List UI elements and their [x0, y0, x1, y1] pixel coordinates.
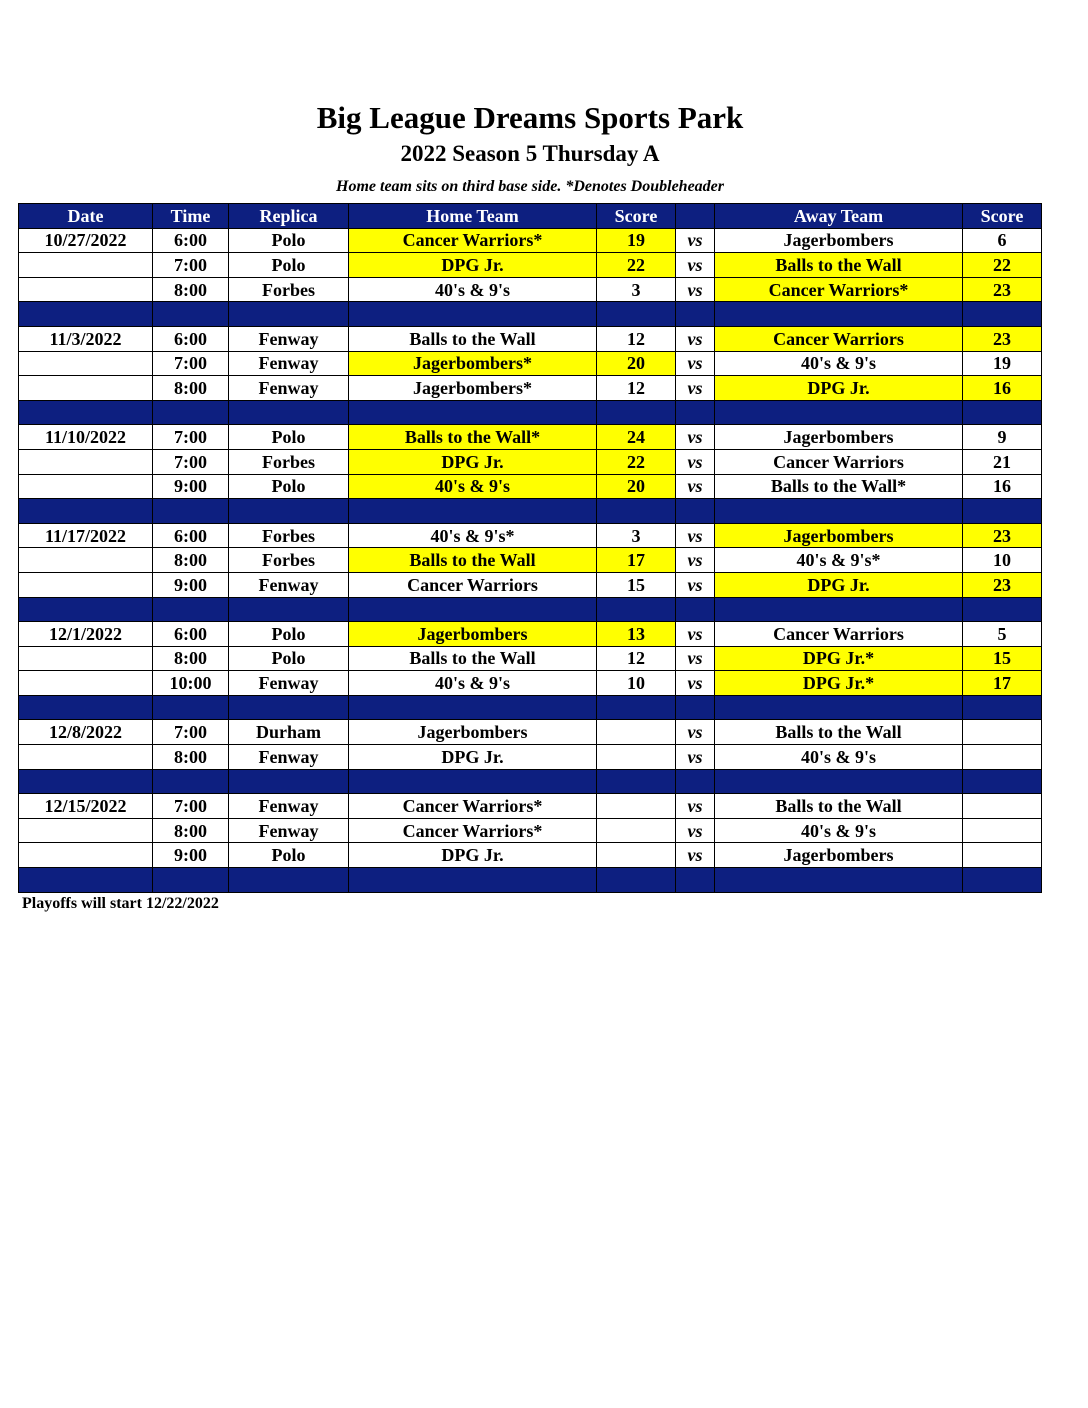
- separator-cell: [963, 868, 1042, 893]
- field-name: Polo: [229, 425, 349, 450]
- separator-cell: [715, 868, 963, 893]
- header-home-score: Score: [597, 204, 676, 229]
- separator-cell: [229, 302, 349, 327]
- away-score: [963, 745, 1042, 770]
- game-date: [19, 253, 153, 278]
- vs-label: vs: [676, 253, 715, 278]
- vs-label: vs: [676, 376, 715, 401]
- separator-cell: [349, 302, 597, 327]
- game-time: 7:00: [153, 253, 229, 278]
- game-time: 8:00: [153, 376, 229, 401]
- field-name: Fenway: [229, 351, 349, 376]
- separator-cell: [229, 499, 349, 524]
- game-date: [19, 548, 153, 573]
- home-team: Jagerbombers*: [349, 376, 597, 401]
- home-score: 15: [597, 572, 676, 597]
- separator-cell: [19, 695, 153, 720]
- header-away-team: Away Team: [715, 204, 963, 229]
- field-name: Fenway: [229, 794, 349, 819]
- game-time: 7:00: [153, 720, 229, 745]
- separator-cell: [19, 597, 153, 622]
- field-name: Durham: [229, 720, 349, 745]
- game-date: 12/1/2022: [19, 622, 153, 647]
- game-time: 6:00: [153, 622, 229, 647]
- away-team: Balls to the Wall: [715, 253, 963, 278]
- field-name: Fenway: [229, 326, 349, 351]
- away-score: [963, 720, 1042, 745]
- vs-label: vs: [676, 548, 715, 573]
- separator-cell: [19, 868, 153, 893]
- away-team: DPG Jr.: [715, 572, 963, 597]
- home-team: Cancer Warriors: [349, 572, 597, 597]
- vs-label: vs: [676, 572, 715, 597]
- away-score: 19: [963, 351, 1042, 376]
- away-team: DPG Jr.*: [715, 671, 963, 696]
- separator-cell: [963, 695, 1042, 720]
- separator-cell: [349, 769, 597, 794]
- field-name: Forbes: [229, 277, 349, 302]
- game-date: [19, 671, 153, 696]
- away-team: Cancer Warriors: [715, 449, 963, 474]
- separator-row: [19, 302, 1042, 327]
- table-row: [19, 622, 1042, 647]
- game-time: 6:00: [153, 228, 229, 253]
- away-score: 17: [963, 671, 1042, 696]
- vs-label: vs: [676, 523, 715, 548]
- separator-cell: [19, 499, 153, 524]
- field-name: Fenway: [229, 671, 349, 696]
- away-team: Balls to the Wall*: [715, 474, 963, 499]
- away-team: Cancer Warriors: [715, 326, 963, 351]
- game-time: 9:00: [153, 843, 229, 868]
- field-name: Fenway: [229, 376, 349, 401]
- game-date: [19, 745, 153, 770]
- away-score: 16: [963, 376, 1042, 401]
- game-time: 7:00: [153, 351, 229, 376]
- header-away-score: Score: [963, 204, 1042, 229]
- away-score: 9: [963, 425, 1042, 450]
- separator-cell: [676, 597, 715, 622]
- schedule-note: Home team sits on third base side. *Denotes Doubleheader: [336, 178, 724, 195]
- vs-label: vs: [676, 449, 715, 474]
- separator-cell: [597, 302, 676, 327]
- home-score: 10: [597, 671, 676, 696]
- vs-label: vs: [676, 794, 715, 819]
- game-date: [19, 843, 153, 868]
- separator-row: [19, 400, 1042, 425]
- away-score: 23: [963, 277, 1042, 302]
- separator-cell: [715, 302, 963, 327]
- away-team: Jagerbombers: [715, 843, 963, 868]
- home-team: Jagerbombers: [349, 622, 597, 647]
- game-time: 8:00: [153, 745, 229, 770]
- home-team: Cancer Warriors*: [349, 818, 597, 843]
- vs-label: vs: [676, 843, 715, 868]
- away-score: 10: [963, 548, 1042, 573]
- separator-cell: [676, 400, 715, 425]
- away-team: Jagerbombers: [715, 425, 963, 450]
- table-row: [19, 548, 1042, 573]
- table-row: [19, 572, 1042, 597]
- table-row: [19, 376, 1042, 401]
- game-date: [19, 646, 153, 671]
- field-name: Fenway: [229, 572, 349, 597]
- separator-cell: [229, 868, 349, 893]
- game-date: [19, 474, 153, 499]
- header-date: Date: [19, 204, 153, 229]
- away-score: [963, 843, 1042, 868]
- home-score: 22: [597, 253, 676, 278]
- separator-cell: [597, 499, 676, 524]
- separator-cell: [19, 769, 153, 794]
- separator-row: [19, 769, 1042, 794]
- home-team: Jagerbombers*: [349, 351, 597, 376]
- away-team: Cancer Warriors*: [715, 277, 963, 302]
- game-date: [19, 818, 153, 843]
- home-score: [597, 843, 676, 868]
- field-name: Forbes: [229, 548, 349, 573]
- separator-cell: [715, 769, 963, 794]
- vs-label: vs: [676, 326, 715, 351]
- home-team: Cancer Warriors*: [349, 794, 597, 819]
- home-score: 22: [597, 449, 676, 474]
- game-date: 12/15/2022: [19, 794, 153, 819]
- home-team: 40's & 9's*: [349, 523, 597, 548]
- game-time: 9:00: [153, 474, 229, 499]
- separator-row: [19, 695, 1042, 720]
- game-date: 12/8/2022: [19, 720, 153, 745]
- home-score: 13: [597, 622, 676, 647]
- table-row: [19, 745, 1042, 770]
- home-score: 17: [597, 548, 676, 573]
- table-row: [19, 228, 1042, 253]
- game-date: [19, 277, 153, 302]
- home-score: [597, 794, 676, 819]
- home-score: 20: [597, 351, 676, 376]
- separator-cell: [963, 499, 1042, 524]
- away-score: 21: [963, 449, 1042, 474]
- separator-cell: [963, 302, 1042, 327]
- table-row: [19, 253, 1042, 278]
- vs-label: vs: [676, 646, 715, 671]
- field-name: Polo: [229, 622, 349, 647]
- home-team: 40's & 9's: [349, 277, 597, 302]
- playoffs-note: Playoffs will start 12/22/2022: [22, 895, 219, 912]
- home-team: Cancer Warriors*: [349, 228, 597, 253]
- home-score: [597, 745, 676, 770]
- away-score: 5: [963, 622, 1042, 647]
- separator-row: [19, 868, 1042, 893]
- home-team: Balls to the Wall*: [349, 425, 597, 450]
- separator-cell: [153, 400, 229, 425]
- away-team: 40's & 9's: [715, 818, 963, 843]
- field-name: Forbes: [229, 449, 349, 474]
- separator-cell: [229, 695, 349, 720]
- home-team: Jagerbombers: [349, 720, 597, 745]
- game-time: 7:00: [153, 425, 229, 450]
- table-row: [19, 474, 1042, 499]
- table-row: [19, 720, 1042, 745]
- away-score: 16: [963, 474, 1042, 499]
- game-date: 11/17/2022: [19, 523, 153, 548]
- away-team: Cancer Warriors: [715, 622, 963, 647]
- vs-label: vs: [676, 425, 715, 450]
- home-score: 3: [597, 277, 676, 302]
- game-time: 6:00: [153, 523, 229, 548]
- vs-label: vs: [676, 474, 715, 499]
- away-score: [963, 794, 1042, 819]
- away-team: Jagerbombers: [715, 228, 963, 253]
- field-name: Polo: [229, 843, 349, 868]
- separator-cell: [597, 400, 676, 425]
- separator-cell: [153, 302, 229, 327]
- field-name: Polo: [229, 474, 349, 499]
- field-name: Forbes: [229, 523, 349, 548]
- away-score: 23: [963, 523, 1042, 548]
- game-time: 8:00: [153, 818, 229, 843]
- table-row: [19, 794, 1042, 819]
- away-team: Balls to the Wall: [715, 794, 963, 819]
- separator-cell: [349, 499, 597, 524]
- separator-cell: [349, 695, 597, 720]
- separator-cell: [597, 597, 676, 622]
- game-date: [19, 449, 153, 474]
- table-row: [19, 818, 1042, 843]
- game-time: 6:00: [153, 326, 229, 351]
- home-score: [597, 818, 676, 843]
- away-team: 40's & 9's: [715, 351, 963, 376]
- separator-cell: [715, 695, 963, 720]
- separator-cell: [229, 400, 349, 425]
- away-team: Jagerbombers: [715, 523, 963, 548]
- away-team: DPG Jr.: [715, 376, 963, 401]
- table-row: [19, 425, 1042, 450]
- separator-cell: [19, 302, 153, 327]
- game-time: 8:00: [153, 646, 229, 671]
- separator-cell: [229, 769, 349, 794]
- home-score: 3: [597, 523, 676, 548]
- header-row: [19, 204, 1042, 229]
- separator-cell: [153, 695, 229, 720]
- away-team: 40's & 9's: [715, 745, 963, 770]
- separator-cell: [676, 302, 715, 327]
- game-time: 8:00: [153, 548, 229, 573]
- away-score: 6: [963, 228, 1042, 253]
- home-team: DPG Jr.: [349, 745, 597, 770]
- vs-label: vs: [676, 745, 715, 770]
- home-team: DPG Jr.: [349, 843, 597, 868]
- game-time: 9:00: [153, 572, 229, 597]
- vs-label: vs: [676, 277, 715, 302]
- game-time: 10:00: [153, 671, 229, 696]
- header-home-team: Home Team: [349, 204, 597, 229]
- table-row: [19, 277, 1042, 302]
- home-team: 40's & 9's: [349, 474, 597, 499]
- home-score: 19: [597, 228, 676, 253]
- separator-cell: [676, 769, 715, 794]
- home-score: 12: [597, 326, 676, 351]
- separator-cell: [349, 597, 597, 622]
- home-team: DPG Jr.: [349, 253, 597, 278]
- table-row: [19, 449, 1042, 474]
- page-subtitle: 2022 Season 5 Thursday A: [400, 141, 660, 166]
- separator-cell: [153, 769, 229, 794]
- vs-label: vs: [676, 622, 715, 647]
- away-score: [963, 818, 1042, 843]
- schedule-body: [19, 228, 1042, 892]
- vs-label: vs: [676, 228, 715, 253]
- schedule-table: [18, 203, 1042, 893]
- separator-cell: [676, 695, 715, 720]
- separator-cell: [715, 400, 963, 425]
- table-row: [19, 326, 1042, 351]
- away-team: 40's & 9's*: [715, 548, 963, 573]
- game-date: 10/27/2022: [19, 228, 153, 253]
- table-row: [19, 843, 1042, 868]
- away-team: Balls to the Wall: [715, 720, 963, 745]
- home-team: Balls to the Wall: [349, 326, 597, 351]
- separator-cell: [676, 868, 715, 893]
- separator-cell: [963, 597, 1042, 622]
- home-team: Balls to the Wall: [349, 548, 597, 573]
- table-row: [19, 671, 1042, 696]
- separator-cell: [349, 400, 597, 425]
- field-name: Polo: [229, 228, 349, 253]
- separator-cell: [349, 868, 597, 893]
- separator-cell: [153, 499, 229, 524]
- separator-cell: [715, 499, 963, 524]
- home-team: DPG Jr.: [349, 449, 597, 474]
- game-date: 11/10/2022: [19, 425, 153, 450]
- game-time: 8:00: [153, 277, 229, 302]
- away-score: 22: [963, 253, 1042, 278]
- separator-cell: [19, 400, 153, 425]
- page-title: Big League Dreams Sports Park: [316, 100, 744, 135]
- away-score: 15: [963, 646, 1042, 671]
- header-replica: Replica: [229, 204, 349, 229]
- field-name: Fenway: [229, 818, 349, 843]
- field-name: Polo: [229, 646, 349, 671]
- separator-row: [19, 597, 1042, 622]
- home-team: Balls to the Wall: [349, 646, 597, 671]
- separator-cell: [229, 597, 349, 622]
- separator-cell: [597, 868, 676, 893]
- table-row: [19, 646, 1042, 671]
- vs-label: vs: [676, 818, 715, 843]
- home-score: 12: [597, 646, 676, 671]
- separator-cell: [597, 695, 676, 720]
- game-time: 7:00: [153, 449, 229, 474]
- header-vs: [676, 204, 715, 229]
- separator-cell: [963, 769, 1042, 794]
- game-date: 11/3/2022: [19, 326, 153, 351]
- vs-label: vs: [676, 720, 715, 745]
- away-score: 23: [963, 572, 1042, 597]
- home-score: 24: [597, 425, 676, 450]
- home-team: 40's & 9's: [349, 671, 597, 696]
- separator-cell: [715, 597, 963, 622]
- table-row: [19, 523, 1042, 548]
- field-name: Polo: [229, 253, 349, 278]
- header-time: Time: [153, 204, 229, 229]
- separator-row: [19, 499, 1042, 524]
- home-score: 12: [597, 376, 676, 401]
- vs-label: vs: [676, 671, 715, 696]
- separator-cell: [153, 868, 229, 893]
- away-team: DPG Jr.*: [715, 646, 963, 671]
- home-score: [597, 720, 676, 745]
- table-row: [19, 351, 1042, 376]
- separator-cell: [676, 499, 715, 524]
- vs-label: vs: [676, 351, 715, 376]
- separator-cell: [153, 597, 229, 622]
- game-time: 7:00: [153, 794, 229, 819]
- game-date: [19, 351, 153, 376]
- home-score: 20: [597, 474, 676, 499]
- game-date: [19, 572, 153, 597]
- separator-cell: [963, 400, 1042, 425]
- game-date: [19, 376, 153, 401]
- separator-cell: [597, 769, 676, 794]
- away-score: 23: [963, 326, 1042, 351]
- field-name: Fenway: [229, 745, 349, 770]
